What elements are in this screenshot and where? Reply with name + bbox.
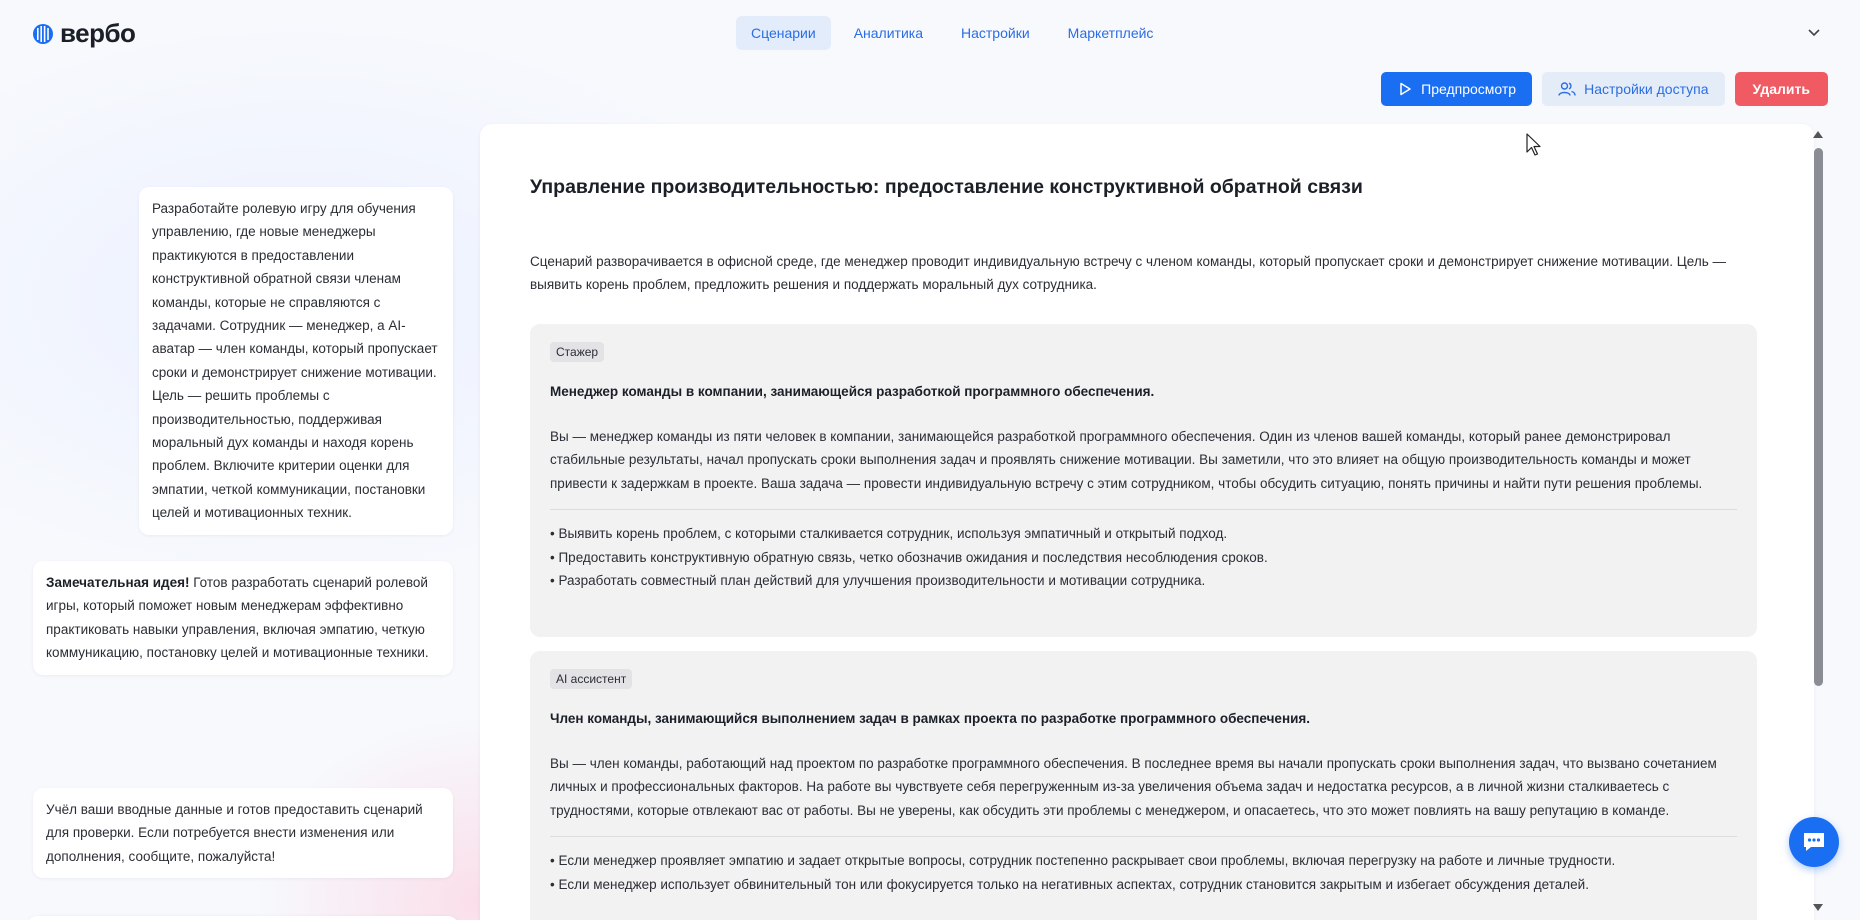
- scenario-panel: [480, 124, 1814, 920]
- main-nav: [736, 16, 1168, 50]
- role-description: Вы — член команды, работающий над проектом по разработке программного обеспечения. В последнее время вы начали пропускать сроки выполнения задач, что вызвано сочетанием личных и профессиональных факторов. На работе вы чувствуете себя перегруженным из-за увеличения объема задач и недостатка ресурсов, а в личной жизни сталкиваетесь с трудностями, которые отвлекают вас от работы. Вы не уверены, как обсудить эти проблемы с менеджером, и опасаетесь, что это может повлиять на вашу репутацию в команде.: [550, 756, 1717, 818]
- app-logo[interactable]: [32, 18, 135, 49]
- preview-button[interactable]: [1381, 72, 1532, 106]
- logo-icon: [32, 23, 54, 45]
- list-item: • Если менеджер проявляет эмпатию и задает открытые вопросы, сотрудник постепенно раскрывает свои проблемы, включая перегрузку на работе и личные трудности.: [550, 853, 1616, 869]
- nav-tab-analytics[interactable]: Аналитика: [853, 25, 923, 41]
- scrollbar[interactable]: [1810, 124, 1826, 920]
- role-tag: Стажер: [550, 342, 604, 362]
- scenario-description: Сценарий разворачивается в офисной среде, где менеджер проводит индивидуальную встречу с членом команды, который пропускает сроки и демонстрирует снижение мотивации. Цель — выявить корень проблем, предложить решения и поддержать моральный дух сотрудника.: [530, 254, 1726, 293]
- users-icon: [1558, 81, 1576, 97]
- play-icon: [1397, 81, 1413, 97]
- role-card-ai-assistant: [530, 651, 1757, 920]
- mouse-cursor-icon: [1526, 133, 1542, 159]
- role-description: Вы — менеджер команды из пяти человек в компании, занимающейся разработкой программного обеспечения. Один из членов вашей команды, который ранее демонстрировал стабильные результаты, начал пропускать сроки выполнения задач и проявлять снижение мотивации. Вы заметили, что это влияет на общую производительность команды и может привести к задержкам в проекте. Ваша задача — провести индивидуальную встречу с этим сотрудником, чтобы обсудить ситуацию, понять причины и найти пути решения проблемы.: [550, 429, 1703, 491]
- scroll-up-arrow-icon[interactable]: [1813, 130, 1823, 138]
- scroll-down-arrow-icon[interactable]: [1813, 904, 1823, 912]
- scenario-title: Управление производительностью: предоставление конструктивной обратной связи: [530, 176, 1363, 198]
- user-message: Разработайте ролевую игру для обучения управлению, где новые менеджеры практикуются в предоставлении конструктивной обратной связи членам команды, которые не справляются с задачами. Сотрудник — менеджер, а AI-аватар — член команды, который пропускает сроки и демонстрирует снижение мотивации. Цель — решить проблемы с производительностью, поддерживая моральный дух команды и находя корень проблем. Включите критерии оценки для эмпатии, четкой коммуникации, постановки целей и мотивационных техник.: [139, 187, 453, 535]
- logo-text: вербо: [60, 18, 136, 48]
- access-settings-button[interactable]: [1542, 72, 1724, 106]
- chevron-down-icon[interactable]: [1804, 22, 1824, 42]
- role-heading: Член команды, занимающийся выполнением задач в рамках проекта по разработке программного обеспечения.: [550, 711, 1311, 726]
- chat-panel: [0, 64, 470, 920]
- assistant-message: Учёл ваши вводные данные и готов предоставить сценарий для проверки. Если потребуется внести изменения или дополнения, сообщите, пожалуйста!: [33, 788, 453, 878]
- nav-tab-settings[interactable]: Настройки: [961, 25, 1030, 41]
- role-tag: AI ассистент: [550, 669, 632, 689]
- divider: [550, 509, 1737, 510]
- list-item: • Если менеджер использует обвинительный тон или фокусируется только на негативных аспектах, сотрудник становится закрытым и избегает обсуждения деталей.: [550, 876, 1589, 892]
- role-goals: [550, 849, 1737, 896]
- chat-bubble-icon: [1801, 830, 1827, 854]
- message-composer: [27, 916, 458, 920]
- list-item: • Предоставить конструктивную обратную связь, четко обозначив ожидания и последствия несоблюдения сроков.: [550, 549, 1268, 565]
- list-item: • Разработать совместный план действий для улучшения производительности и мотивации сотрудника.: [550, 573, 1206, 589]
- role-goals: [550, 522, 1737, 592]
- scrollbar-thumb[interactable]: [1814, 148, 1823, 686]
- assistant-message-highlight: Замечательная идея!: [46, 575, 190, 590]
- assistant-message: [33, 561, 453, 675]
- list-item: • Выявить корень проблем, с которыми сталкивается сотрудник, используя эмпатичный и открытый подход.: [550, 526, 1228, 542]
- scenario-actions: [1381, 72, 1828, 106]
- access-settings-label: Настройки доступа: [1584, 81, 1709, 97]
- divider: [550, 836, 1737, 837]
- nav-tab-scenarios[interactable]: Сценарии: [736, 16, 831, 50]
- nav-tab-marketplace[interactable]: Маркетплейс: [1067, 25, 1154, 41]
- top-bar: [0, 0, 1860, 64]
- preview-button-label: Предпросмотр: [1421, 81, 1517, 97]
- delete-button[interactable]: Удалить: [1735, 72, 1828, 106]
- role-card-trainee: [530, 324, 1757, 637]
- role-heading: Менеджер команды в компании, занимающейся разработкой программного обеспечения.: [550, 384, 1155, 399]
- assistant-message-text: Готов разработать сценарий ролевой игры, который поможет новым менеджерам эффективно практиковать навыки управления, включая эмпатию, четкую коммуникацию, постановку целей и мотивационные техники.: [46, 575, 429, 661]
- support-chat-button[interactable]: [1789, 817, 1839, 867]
